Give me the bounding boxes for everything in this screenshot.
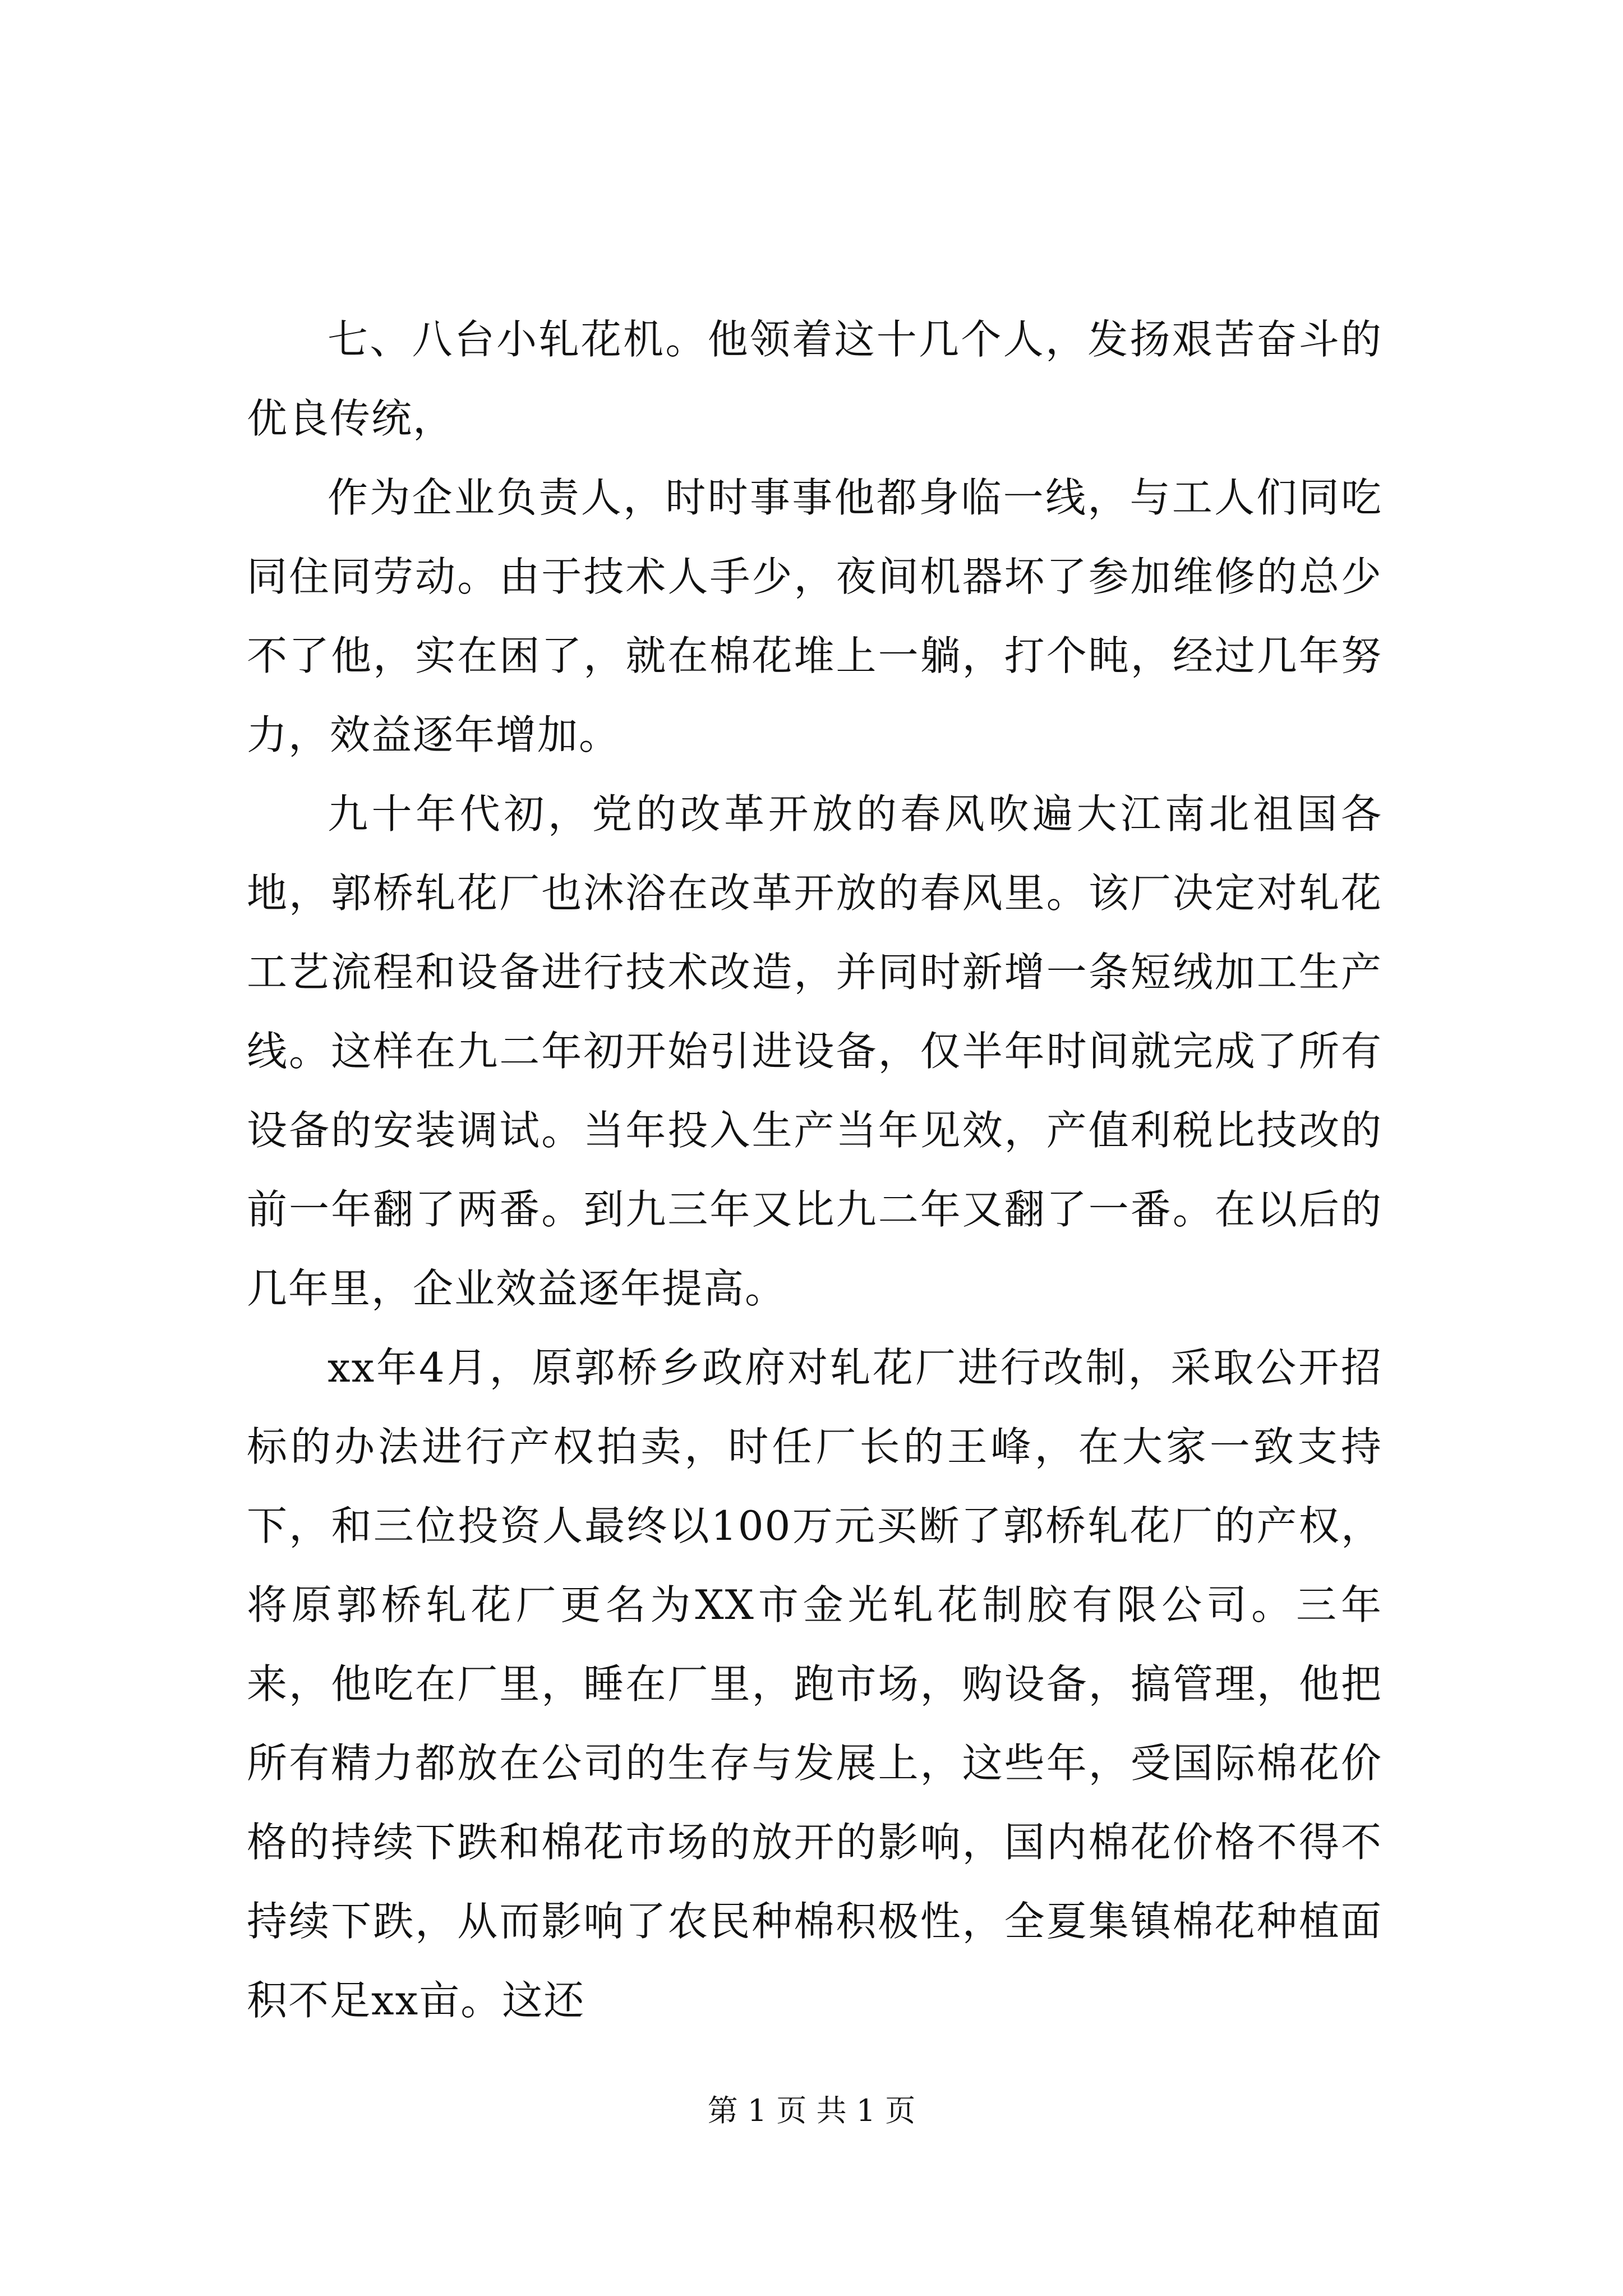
- page-footer: 第 1 页 共 1 页: [707, 2093, 916, 2128]
- document-body: [247, 300, 1382, 2040]
- paragraph-3: 九十年代初，党的改革开放的春风吹遍大江南北祖国各地，郭桥轧花厂也沐浴在改革开放的春风里。该厂决定对轧花工艺流程和设备进行技术改造，并同时新增一条短绒加工生产线。这样在九二年初开始引进设备，仅半年时间就完成了所有设备的安装调试。当年投入生产当年见效，产值利税比技改的前一年翻了两番。到九三年又比九二年又翻了一番。在以后的几年里，企业效益逐年提高。: [247, 790, 1382, 1312]
- paragraph-2: 作为企业负责人，时时事事他都身临一线，与工人们同吃同住同劳动。由于技术人手少，夜间机器坏了参加维修的总少不了他，实在困了，就在棉花堆上一躺，打个盹，经过几年努力，效益逐年增加。: [247, 474, 1382, 758]
- paragraph-4: xx年4月，原郭桥乡政府对轧花厂进行改制，采取公开招标的办法进行产权拍卖，时任厂长的王峰，在大家一致支持下，和三位投资人最终以100万元买断了郭桥轧花厂的产权，将原郭桥轧花厂更名为XX市金光轧花制胶有限公司。三年来，他吃在厂里，睡在厂里，跑市场，购设备，搞管理，他把所有精力都放在公司的生存与发展上，这些年，受国际棉花价格的持续下跌和棉花市场的放开的影响，国内棉花价格不得不持续下跌，从而影响了农民种棉积极性，全夏集镇棉花种植面积不足xx亩。这还: [247, 1344, 1382, 2024]
- paragraph-1: 七、八台小轧花机。他领着这十几个人，发扬艰苦奋斗的优良传统，: [247, 316, 1382, 442]
